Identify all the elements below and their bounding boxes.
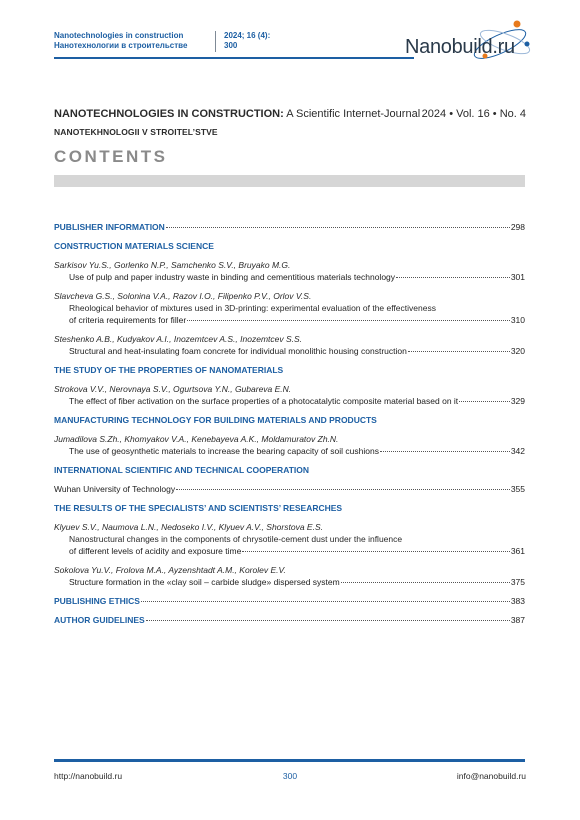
dot-leader	[459, 401, 510, 402]
dot-leader	[341, 582, 510, 583]
dot-leader	[242, 551, 510, 552]
toc-article[interactable]	[54, 483, 525, 495]
section-international: INTERNATIONAL SCIENTIFIC AND TECHNICAL COOPERATION	[54, 465, 309, 475]
article-title-cont: of criteria requirements for filler	[69, 315, 187, 325]
journal-title	[54, 108, 420, 120]
journal-title-line	[54, 108, 526, 122]
toc-label: PUBLISHER INFORMATION	[54, 222, 165, 232]
toc-author-guidelines[interactable]	[54, 614, 525, 626]
dot-leader	[408, 351, 510, 352]
article-title: The use of geosynthetic materials to increase the bearing capacity of soil cushions	[69, 446, 379, 456]
toc-label: PUBLISHING ETHICS	[54, 596, 140, 606]
issue-citation: 2024; 16 (4):	[224, 31, 271, 40]
toc-label: AUTHOR GUIDELINES	[54, 615, 145, 625]
running-header-issue	[224, 31, 270, 51]
toc-page: 298	[510, 222, 525, 232]
toc-page: 355	[510, 484, 525, 494]
toc-article[interactable]	[54, 259, 525, 283]
nanobuild-logo	[405, 14, 533, 64]
toc-publishing-ethics[interactable]	[54, 595, 525, 607]
article-authors: Slavcheva G.S., Solonina V.A., Razov I.O., Filipenko P.V., Orlov V.S.	[54, 291, 312, 301]
article-title: Use of pulp and paper industry waste in binding and cementitious materials technology	[69, 272, 396, 282]
toc-article[interactable]	[54, 383, 525, 407]
toc-page: 329	[510, 396, 525, 406]
section-research-results: THE RESULTS OF THE SPECIALISTS’ AND SCIENTISTS’ RESEARCHES	[54, 503, 343, 513]
journal-transliteration: NANOTEKHNOLOGII V STROITEL’STVE	[54, 127, 218, 137]
dot-leader	[396, 277, 510, 278]
toc-article[interactable]	[54, 333, 525, 357]
article-title-row	[54, 445, 525, 457]
contents-heading: CONTENTS	[54, 147, 168, 166]
article-authors: Strokova V.V., Nerovnaya S.V., Ogurtsova Y.N., Gubareva E.N.	[54, 384, 292, 394]
article-title: Structure formation in the «clay soil – carbide sludge» dispersed system	[69, 577, 340, 587]
toc-article[interactable]	[54, 564, 525, 588]
article-title: Nanostructural changes in the components of chrysotile-cement dust under the influence	[69, 534, 403, 544]
toc-page: 310	[510, 315, 525, 325]
journal-name-ru: Нанотехнологии в строительстве	[54, 41, 188, 50]
toc-article[interactable]	[54, 521, 525, 557]
dot-leader	[187, 320, 510, 321]
logo-wordmark: Nanobuild.ru	[405, 36, 515, 58]
article-authors: Klyuev S.V., Naumova L.N., Nedoseko I.V., Klyuev A.V., Shorstova E.S.	[54, 522, 323, 532]
footer-rule	[54, 759, 525, 762]
article-title: Wuhan University of Technology	[54, 484, 176, 494]
toc-page: 375	[510, 577, 525, 587]
issue-number: 2024 • Vol. 16 • No. 4	[421, 108, 526, 120]
toc-page: 342	[510, 446, 525, 456]
footer-page-number: 300	[282, 771, 298, 781]
running-header-journal	[54, 31, 214, 51]
toc-article[interactable]	[54, 290, 525, 326]
toc-page: 301	[510, 272, 525, 282]
footer-website-link[interactable]: http://nanobuild.ru	[54, 771, 123, 781]
toc-publisher-information[interactable]	[54, 221, 525, 233]
article-title-row	[54, 395, 525, 407]
header-rule	[54, 57, 414, 59]
dot-leader	[380, 451, 510, 452]
footer-email-link[interactable]: info@nanobuild.ru	[456, 771, 526, 781]
table-of-contents	[54, 221, 525, 633]
article-authors: Steshenko A.B., Kudyakov A.I., Inozemtcev A.S., Inozemtcev S.S.	[54, 334, 303, 344]
toc-page: 383	[510, 596, 525, 606]
article-authors: Sarkisov Yu.S., Gorlenko N.P., Samchenko S.V., Bruyako M.G.	[54, 260, 291, 270]
dot-leader	[146, 620, 510, 621]
article-title-cont: of different levels of acidity and exposure time	[69, 546, 242, 556]
article-title: Rheological behavior of mixtures used in 3D-printing: experimental evaluation of the effectiveness	[69, 303, 436, 313]
section-manufacturing: MANUFACTURING TECHNOLOGY FOR BUILDING MATERIALS AND PRODUCTS	[54, 415, 377, 425]
article-title-row	[54, 576, 525, 588]
header-divider	[215, 31, 216, 52]
toc-page: 361	[510, 546, 525, 556]
dot-leader	[176, 489, 510, 490]
contents-band	[54, 175, 525, 187]
article-authors: Sokolova Yu.V., Frolova M.A., Ayzenshtadt A.M., Korolev E.V.	[54, 565, 286, 575]
section-construction-materials: CONSTRUCTION MATERIALS SCIENCE	[54, 241, 214, 251]
issue-page: 300	[224, 41, 238, 50]
journal-name-en: Nanotechnologies in construction	[54, 31, 184, 40]
toc-page: 387	[510, 615, 525, 625]
toc-page: 320	[510, 346, 525, 356]
article-title-row	[54, 545, 525, 557]
toc-article[interactable]	[54, 433, 525, 457]
dot-leader	[141, 601, 510, 602]
article-title-row	[54, 345, 525, 357]
article-title-row	[54, 314, 525, 326]
section-nanomaterials: THE STUDY OF THE PROPERTIES OF NANOMATERIALS	[54, 365, 284, 375]
article-title-row	[54, 271, 525, 283]
journal-title-bold: NANOTECHNOLOGIES IN CONSTRUCTION:	[54, 108, 284, 120]
article-title: Structural and heat-insulating foam concrete for individual monolithic housing construction	[69, 346, 407, 356]
article-authors: Jumadilova S.Zh., Khomyakov V.A., Kenebayeva A.K., Moldamuratov Zh.N.	[54, 434, 339, 444]
journal-subtitle: A Scientific Internet-Journal	[283, 108, 421, 120]
dot-leader	[166, 227, 510, 228]
article-title: The effect of fiber activation on the surface properties of a photocatalytic composite material based on it	[69, 396, 459, 406]
